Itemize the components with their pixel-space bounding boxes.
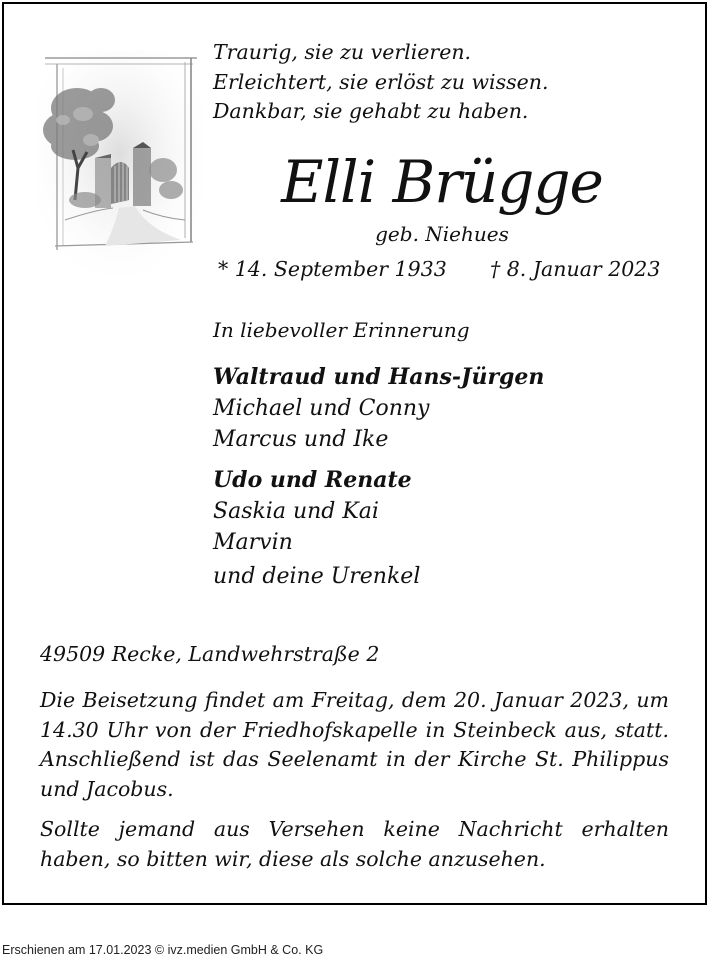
family-group-1-line-2: Marcus und Ike (213, 427, 389, 452)
maiden-name: geb. Niehues (375, 222, 509, 246)
publication-footer: Erschienen am 17.01.2023 © ivz.medien GmbH & Co. KG (2, 943, 324, 957)
family-group-2-line-2: Marvin (213, 530, 293, 555)
notice-paragraph: Sollte jemand aus Versehen keine Nachricht erhalten haben, so bitten wir, diese als solche anzusehen. (40, 817, 669, 871)
deceased-name: Elli Brügge (281, 148, 603, 216)
death-date: † 8. Januar 2023 (490, 257, 661, 281)
great-grandchildren-line: und deine Urenkel (213, 564, 421, 589)
motto-verse (213, 38, 548, 127)
family-list (213, 362, 544, 558)
motto-line-3: Dankbar, sie gehabt zu haben. (213, 99, 529, 123)
family-spacer (213, 455, 544, 465)
funeral-details-paragraph: Die Beisetzung findet am Freitag, dem 20. Januar 2023, um 14.30 Uhr von der Friedhofskapelle in Steinbeck aus, statt. Anschließend ist das Seelenamt in der Kirche St. Philippus und Jacobus. (40, 688, 669, 801)
family-group-2-line-1: Saskia und Kai (213, 499, 379, 524)
memory-line: In liebevoller Erinnerung (213, 318, 470, 342)
family-group-1-head: Waltraud und Hans-Jürgen (213, 364, 545, 390)
motto-line-1: Traurig, sie zu verlieren. (213, 40, 472, 64)
family-group-1-line-1: Michael und Conny (213, 396, 430, 421)
address-line: 49509 Recke, Landwehrstraße 2 (40, 642, 380, 666)
family-group-2-head: Udo und Renate (213, 467, 412, 493)
motto-line-2: Erleichtert, sie erlöst zu wissen. (213, 69, 549, 94)
birth-date: * 14. September 1933 (218, 257, 447, 281)
